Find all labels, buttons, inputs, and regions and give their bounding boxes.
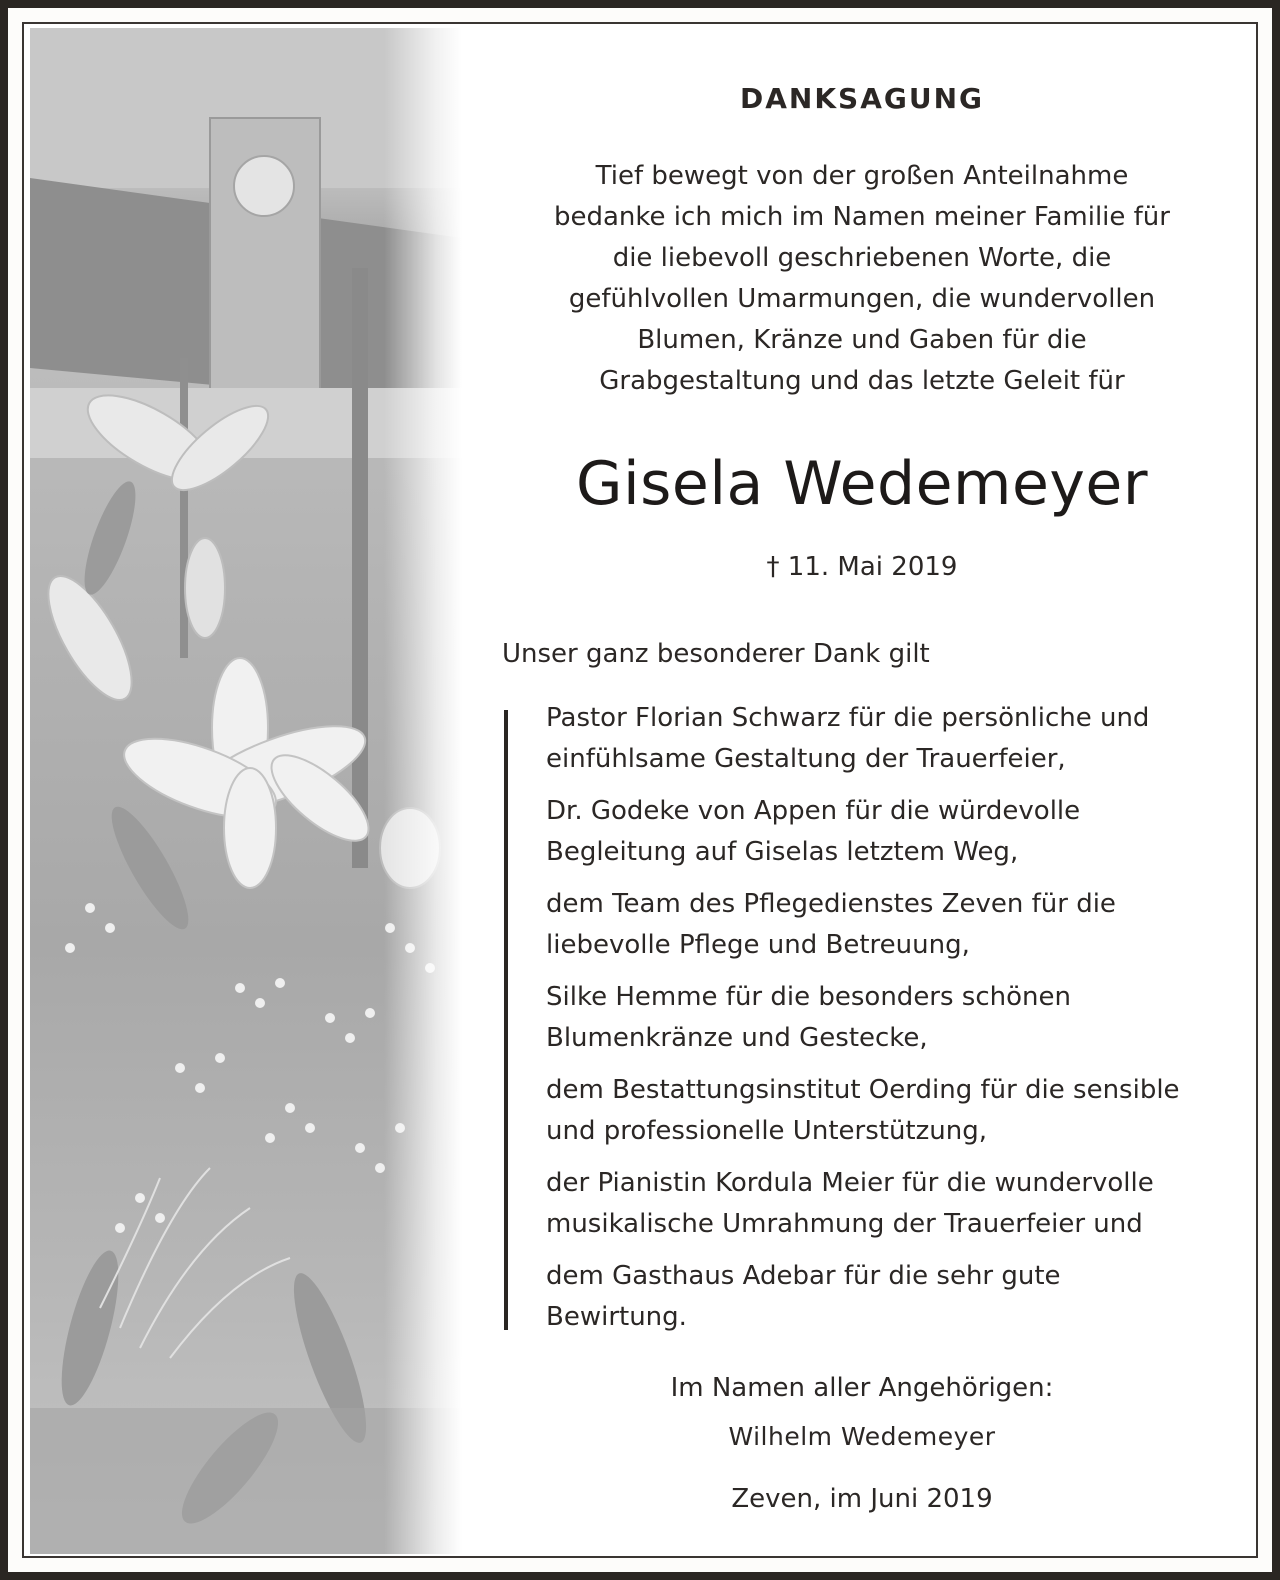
place-and-date: Zeven, im Juni 2019 (731, 1484, 993, 1514)
thanks-item-line: Silke Hemme für die besonders schönen (546, 982, 1071, 1012)
thanks-item-line: dem Team des Pflegedienstes Zeven für die (546, 889, 1116, 919)
intro-line: bedanke ich mich im Namen meiner Familie für (554, 202, 1170, 232)
thanks-item-line: dem Gasthaus Adebar für die sehr gute (546, 1261, 1061, 1291)
thanks-item (546, 1256, 1246, 1338)
notice-heading: DANKSAGUNG (739, 82, 984, 115)
notice-text-column (464, 24, 1258, 1558)
intro-line: die liebevoll geschriebenen Worte, die (612, 243, 1112, 273)
thanks-item (546, 1070, 1246, 1152)
signer-name: Wilhelm Wedemeyer (728, 1422, 996, 1451)
thanks-item (546, 977, 1246, 1059)
thanks-item-line: einfühlsame Gestaltung der Trauerfeier, (546, 744, 1066, 774)
thanks-item-line: Dr. Godeke von Appen für die würdevolle (546, 796, 1081, 826)
memorial-photo-grave-flowers (30, 28, 462, 1554)
photo-fade-overlay (30, 28, 462, 1554)
thanks-item (546, 884, 1246, 966)
thanks-item (546, 791, 1246, 873)
intro-line: Grabgestaltung und das letzte Geleit für (599, 366, 1125, 396)
intro-line: Blumen, Kränze und Gaben für die (637, 325, 1087, 355)
special-thanks-intro: Unser ganz besonderer Dank gilt (502, 639, 930, 669)
thanks-item (546, 1163, 1246, 1245)
intro-line: gefühlvollen Umarmungen, die wundervollen (568, 284, 1156, 314)
thanks-item-line: der Pianistin Kordula Meier für die wundervolle (546, 1168, 1154, 1198)
thanks-item-line: Pastor Florian Schwarz für die persönliche und (546, 703, 1150, 733)
thanks-item-line: musikalische Umrahmung der Trauerfeier und (546, 1209, 1143, 1239)
thanks-item (546, 698, 1246, 780)
closing-line: Im Namen aller Angehörigen: (670, 1373, 1054, 1403)
thanks-item-line: Begleitung auf Giselas letztem Weg, (546, 837, 1019, 867)
intro-line: Tief bewegt von der großen Anteilnahme (595, 161, 1129, 191)
notice-inner-frame (22, 22, 1258, 1558)
thanks-item-line: Blumenkränze und Gestecke, (546, 1023, 928, 1053)
deceased-name: Gisela Wedemeyer (575, 449, 1149, 519)
thanks-item-line: dem Bestattungsinstitut Oerding für die sensible (546, 1075, 1180, 1105)
thanks-item-line: und professionelle Unterstützung, (546, 1116, 987, 1146)
thanks-item-line: liebevolle Pflege und Betreuung, (546, 930, 970, 960)
thanks-item-line: Bewirtung. (546, 1302, 687, 1332)
intro-paragraph (464, 156, 1258, 402)
thanks-list (546, 698, 1246, 1349)
thanks-vertical-rule (504, 710, 508, 1330)
death-date: † 11. Mai 2019 (766, 552, 958, 582)
